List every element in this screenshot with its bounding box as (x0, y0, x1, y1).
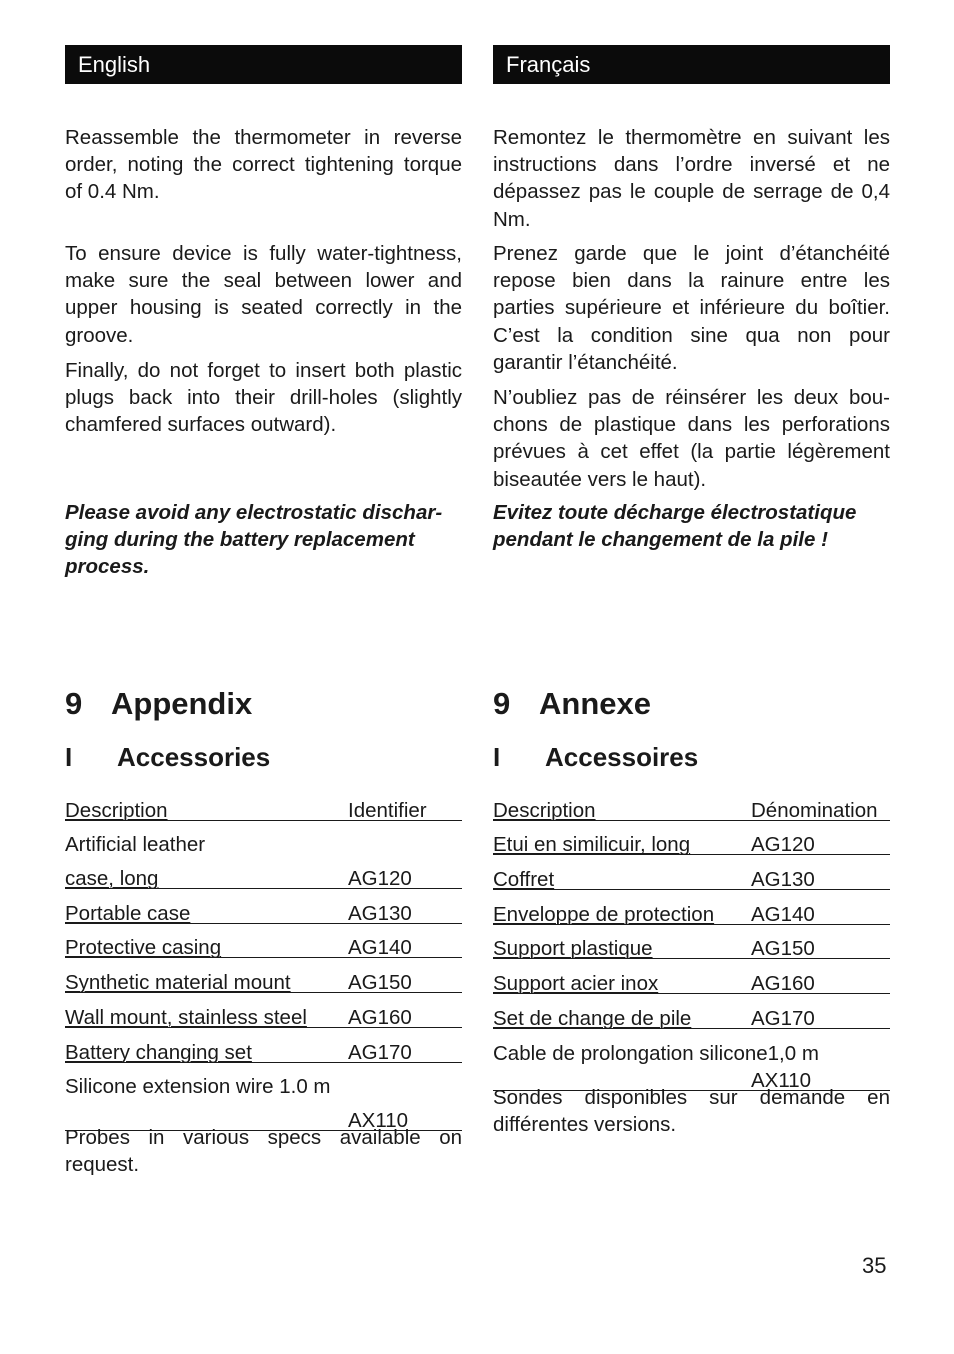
row-code: AG140 (348, 936, 412, 960)
row-description: Coffret (493, 868, 555, 892)
table-row (65, 821, 462, 855)
table-row (493, 925, 890, 960)
table-row (493, 1029, 890, 1063)
table-row (65, 993, 462, 1028)
row-description: Portable case (65, 901, 191, 925)
subsection-heading (65, 740, 270, 774)
plugs-paragraph: Finally, do not forget to insert both plastic plugs back into their drill-holes (slightly chamfered surfaces outward). (65, 359, 462, 437)
row-code: AG150 (348, 971, 412, 995)
plugs-paragraph: N’oubliez pas de réinsérer les deux bouchons de plastique dans les perforations prévues à cet effet (la partie légèrement biseautée vers le haut). (493, 386, 890, 491)
table-row (65, 924, 462, 959)
subsection-title: Accessoires (545, 742, 699, 772)
row-code: AG160 (751, 972, 815, 996)
english-column (65, 45, 462, 1177)
section-title: Appendix (111, 686, 253, 721)
header-code: Dénomination (751, 798, 878, 822)
french-column (493, 45, 890, 1137)
row-description: Set de change de pile (493, 1006, 692, 1030)
table-row (65, 854, 462, 889)
section-heading (65, 685, 252, 723)
row-code: AG130 (348, 901, 412, 925)
row-description: case, long (65, 867, 159, 891)
row-code: AG140 (751, 902, 815, 926)
subsection-heading (493, 740, 698, 774)
probes-note: Sondes disponibles sur demande en différentes versions. (493, 1086, 890, 1137)
row-code: AG150 (751, 937, 815, 961)
row-code: AG120 (348, 867, 412, 891)
reassemble-paragraph: Remontez le thermomètre en suivant les instructions dans l’ordre inversé et ne dépassez pas le couple de serrage de 0,4 Nm. (493, 126, 890, 231)
row-description: Silicone extension wire 1.0 m (65, 1075, 331, 1099)
language-header-french: Français (493, 45, 890, 84)
page-number: 35 (862, 1253, 887, 1278)
subsection-title: Accessories (117, 742, 271, 772)
reassemble-paragraph: Reassemble the thermometer in reverse order, noting the correct tightening torque of 0.4 Nm. (65, 126, 462, 204)
electrostatic-warning: Evitez toute décharge électrostatique pendant le changement de la pile ! (493, 501, 857, 552)
section-title: Annexe (539, 686, 651, 721)
table-header-row (493, 786, 890, 821)
row-description: Support acier inox (493, 972, 659, 996)
row-code: AG170 (751, 1006, 815, 1030)
section-heading (493, 685, 651, 723)
row-description: Artificial leather (65, 833, 206, 857)
section-number: 9 (65, 686, 83, 721)
seal-paragraph: Prenez garde que le joint d’étanchéité repose bien dans la rainure entre les parties supérieure et inférieure du boîtier. C’est la condition sine qua non pour garantir l’étanchéité. (493, 242, 890, 374)
row-code: AG160 (348, 1005, 412, 1029)
table-row (65, 1028, 462, 1063)
table-header-row (65, 786, 462, 821)
row-code: AG170 (348, 1040, 412, 1064)
table-row (493, 855, 890, 890)
row-code: AG130 (751, 868, 815, 892)
header-description: Description (493, 798, 596, 822)
row-code: AG120 (751, 833, 815, 857)
row-description: Battery changing set (65, 1040, 252, 1064)
header-code: Identifier (348, 798, 427, 822)
row-description: Support plastique (493, 937, 653, 961)
table-row (65, 958, 462, 993)
row-description: Etui en similicuir, long (493, 833, 691, 857)
electrostatic-warning: Please avoid any electrostatic discharging during the battery replacement process. (65, 501, 443, 579)
accessories-table (493, 786, 890, 1091)
row-code: AX110 (348, 1108, 409, 1132)
subsection-number: I (65, 742, 73, 772)
section-number: 9 (493, 686, 511, 721)
row-description: Cable de prolongation silicone1,0 m (493, 1041, 819, 1065)
subsection-number: I (493, 742, 501, 772)
seal-paragraph: To ensure device is fully water-tightness, make sure the seal between lower and upper housing is seated correctly in the groove. (65, 242, 462, 347)
table-row (65, 1063, 462, 1097)
table-row (493, 994, 890, 1029)
row-code: AX110 (751, 1068, 812, 1092)
accessories-table (65, 786, 462, 1131)
row-description: Enveloppe de protection (493, 902, 715, 926)
row-description: Synthetic material mount (65, 971, 291, 995)
probes-note: Probes in various specs available on request. (65, 1126, 462, 1177)
table-row (493, 959, 890, 994)
language-header-english: English (65, 45, 462, 84)
table-row (65, 889, 462, 924)
table-row (493, 821, 890, 856)
table-row (493, 890, 890, 925)
row-description: Wall mount, stainless steel (65, 1005, 307, 1029)
header-description: Description (65, 798, 168, 822)
row-description: Protective casing (65, 936, 222, 960)
